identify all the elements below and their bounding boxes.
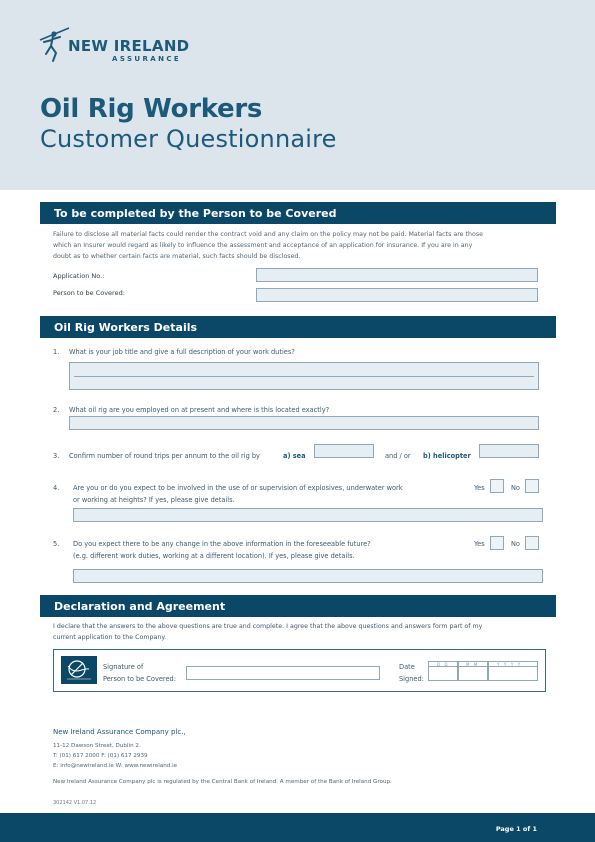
page-number: Page 1 of 1 <box>495 825 537 833</box>
q3-and-or: and / or <box>385 452 411 460</box>
q4-line2: or working at heights? If yes, please give details. <box>73 496 235 504</box>
disclaimer-line: doubt as to whether certain facts are material, such facts should be disclosed. <box>53 253 301 260</box>
q1-answer-rule <box>74 376 534 377</box>
q1-answer-field[interactable] <box>69 362 539 390</box>
brand-sub: ASSURANCE <box>112 55 182 63</box>
disclaimer-line: which an Insurer would regard as likely to influence the assessment and acceptance of an application for insurance. If you are in any <box>53 242 473 249</box>
signature-label-1: Signature of <box>103 663 144 671</box>
q2-answer-field[interactable] <box>69 416 539 430</box>
person-field[interactable] <box>256 288 538 302</box>
q5-yes-checkbox[interactable] <box>490 536 504 550</box>
date-label-1: Date <box>399 663 415 671</box>
page-title: Oil Rig Workers <box>40 94 263 124</box>
date-day-hint: D D <box>437 662 450 667</box>
disclaimer-line: Failure to disclose all material facts could render the contract void and any claim on the policy may not be paid. Material facts are those <box>53 231 484 238</box>
application-no-label: Application No.: <box>53 272 105 280</box>
person-label: Person to be Covered: <box>53 289 125 297</box>
q4-yes-checkbox[interactable] <box>490 479 504 493</box>
date-month-hint: M M <box>466 662 479 667</box>
footer-address: 11-12 Dawson Street, Dublin 2. <box>53 743 141 749</box>
signature-field[interactable] <box>186 666 380 680</box>
q4-number: 4. <box>53 484 60 492</box>
q4-line1: Are you or do you expect to be involved in the use of or supervision of explosives, underwater work <box>73 484 403 492</box>
q4-yes-label: Yes <box>474 484 485 492</box>
footer-regulatory: New Ireland Assurance Company plc is regulated by the Central Bank of Ireland. A member of the Bank of Ireland Group. <box>53 779 392 785</box>
signature-label-2: Person to be Covered: <box>103 675 176 683</box>
q2-text: What oil rig are you employed on at present and where is this located exactly? <box>69 406 330 414</box>
q4-no-checkbox[interactable] <box>525 479 539 493</box>
declaration-text <box>53 621 548 643</box>
q3-sea-label: a) sea <box>283 452 306 460</box>
footer-company: New Ireland Assurance Company plc., <box>53 728 186 736</box>
q1-number: 1. <box>53 348 60 356</box>
q3-helicopter-label: b) helicopter <box>423 452 471 460</box>
declaration-line: I declare that the answers to the above questions are true and complete. I agree that the above questions and answers form part of my <box>53 623 483 630</box>
footer-email[interactable]: E: info@newireland.ie W: www.newireland.ie <box>53 763 178 769</box>
section-heading-person: To be completed by the Person to be Covered <box>40 202 556 224</box>
q5-no-label: No <box>511 540 520 548</box>
application-no-field[interactable] <box>256 268 538 282</box>
q4-details-field[interactable] <box>73 508 543 522</box>
section-heading-declaration: Declaration and Agreement <box>40 595 556 617</box>
footer-ref: 302142 V1.07.12 <box>53 800 97 806</box>
section-heading-details: Oil Rig Workers Details <box>40 316 556 338</box>
logo-figure-icon <box>38 26 72 64</box>
signature-icon <box>61 656 97 684</box>
q5-number: 5. <box>53 540 60 548</box>
q3-helicopter-field[interactable] <box>479 444 539 458</box>
q3-number: 3. <box>53 452 60 460</box>
q5-yes-label: Yes <box>474 540 485 548</box>
q4-no-label: No <box>511 484 520 492</box>
date-year-hint: Y Y Y Y <box>497 662 522 667</box>
brand-name: NEW IRELAND <box>68 37 190 55</box>
page-subtitle: Customer Questionnaire <box>40 125 337 153</box>
declaration-line: current application to the Company. <box>53 634 167 641</box>
q5-details-field[interactable] <box>73 569 543 583</box>
q3-sea-field[interactable] <box>314 444 374 458</box>
footer-phone: T: (01) 617 2000 F: (01) 617 2939 <box>53 753 148 759</box>
q5-no-checkbox[interactable] <box>525 536 539 550</box>
q5-line2: (e.g. different work duties, working at a different location). If yes, please give details. <box>73 552 355 560</box>
q3-text: Confirm number of round trips per annum to the oil rig by <box>69 452 260 460</box>
disclaimer-text <box>53 229 548 262</box>
date-label-2: Signed: <box>399 675 424 683</box>
q1-text: What is your job title and give a full description of your work duties? <box>69 348 295 356</box>
q5-line1: Do you expect there to be any change in the above information in the foreseeable future? <box>73 540 371 548</box>
q2-number: 2. <box>53 406 60 414</box>
